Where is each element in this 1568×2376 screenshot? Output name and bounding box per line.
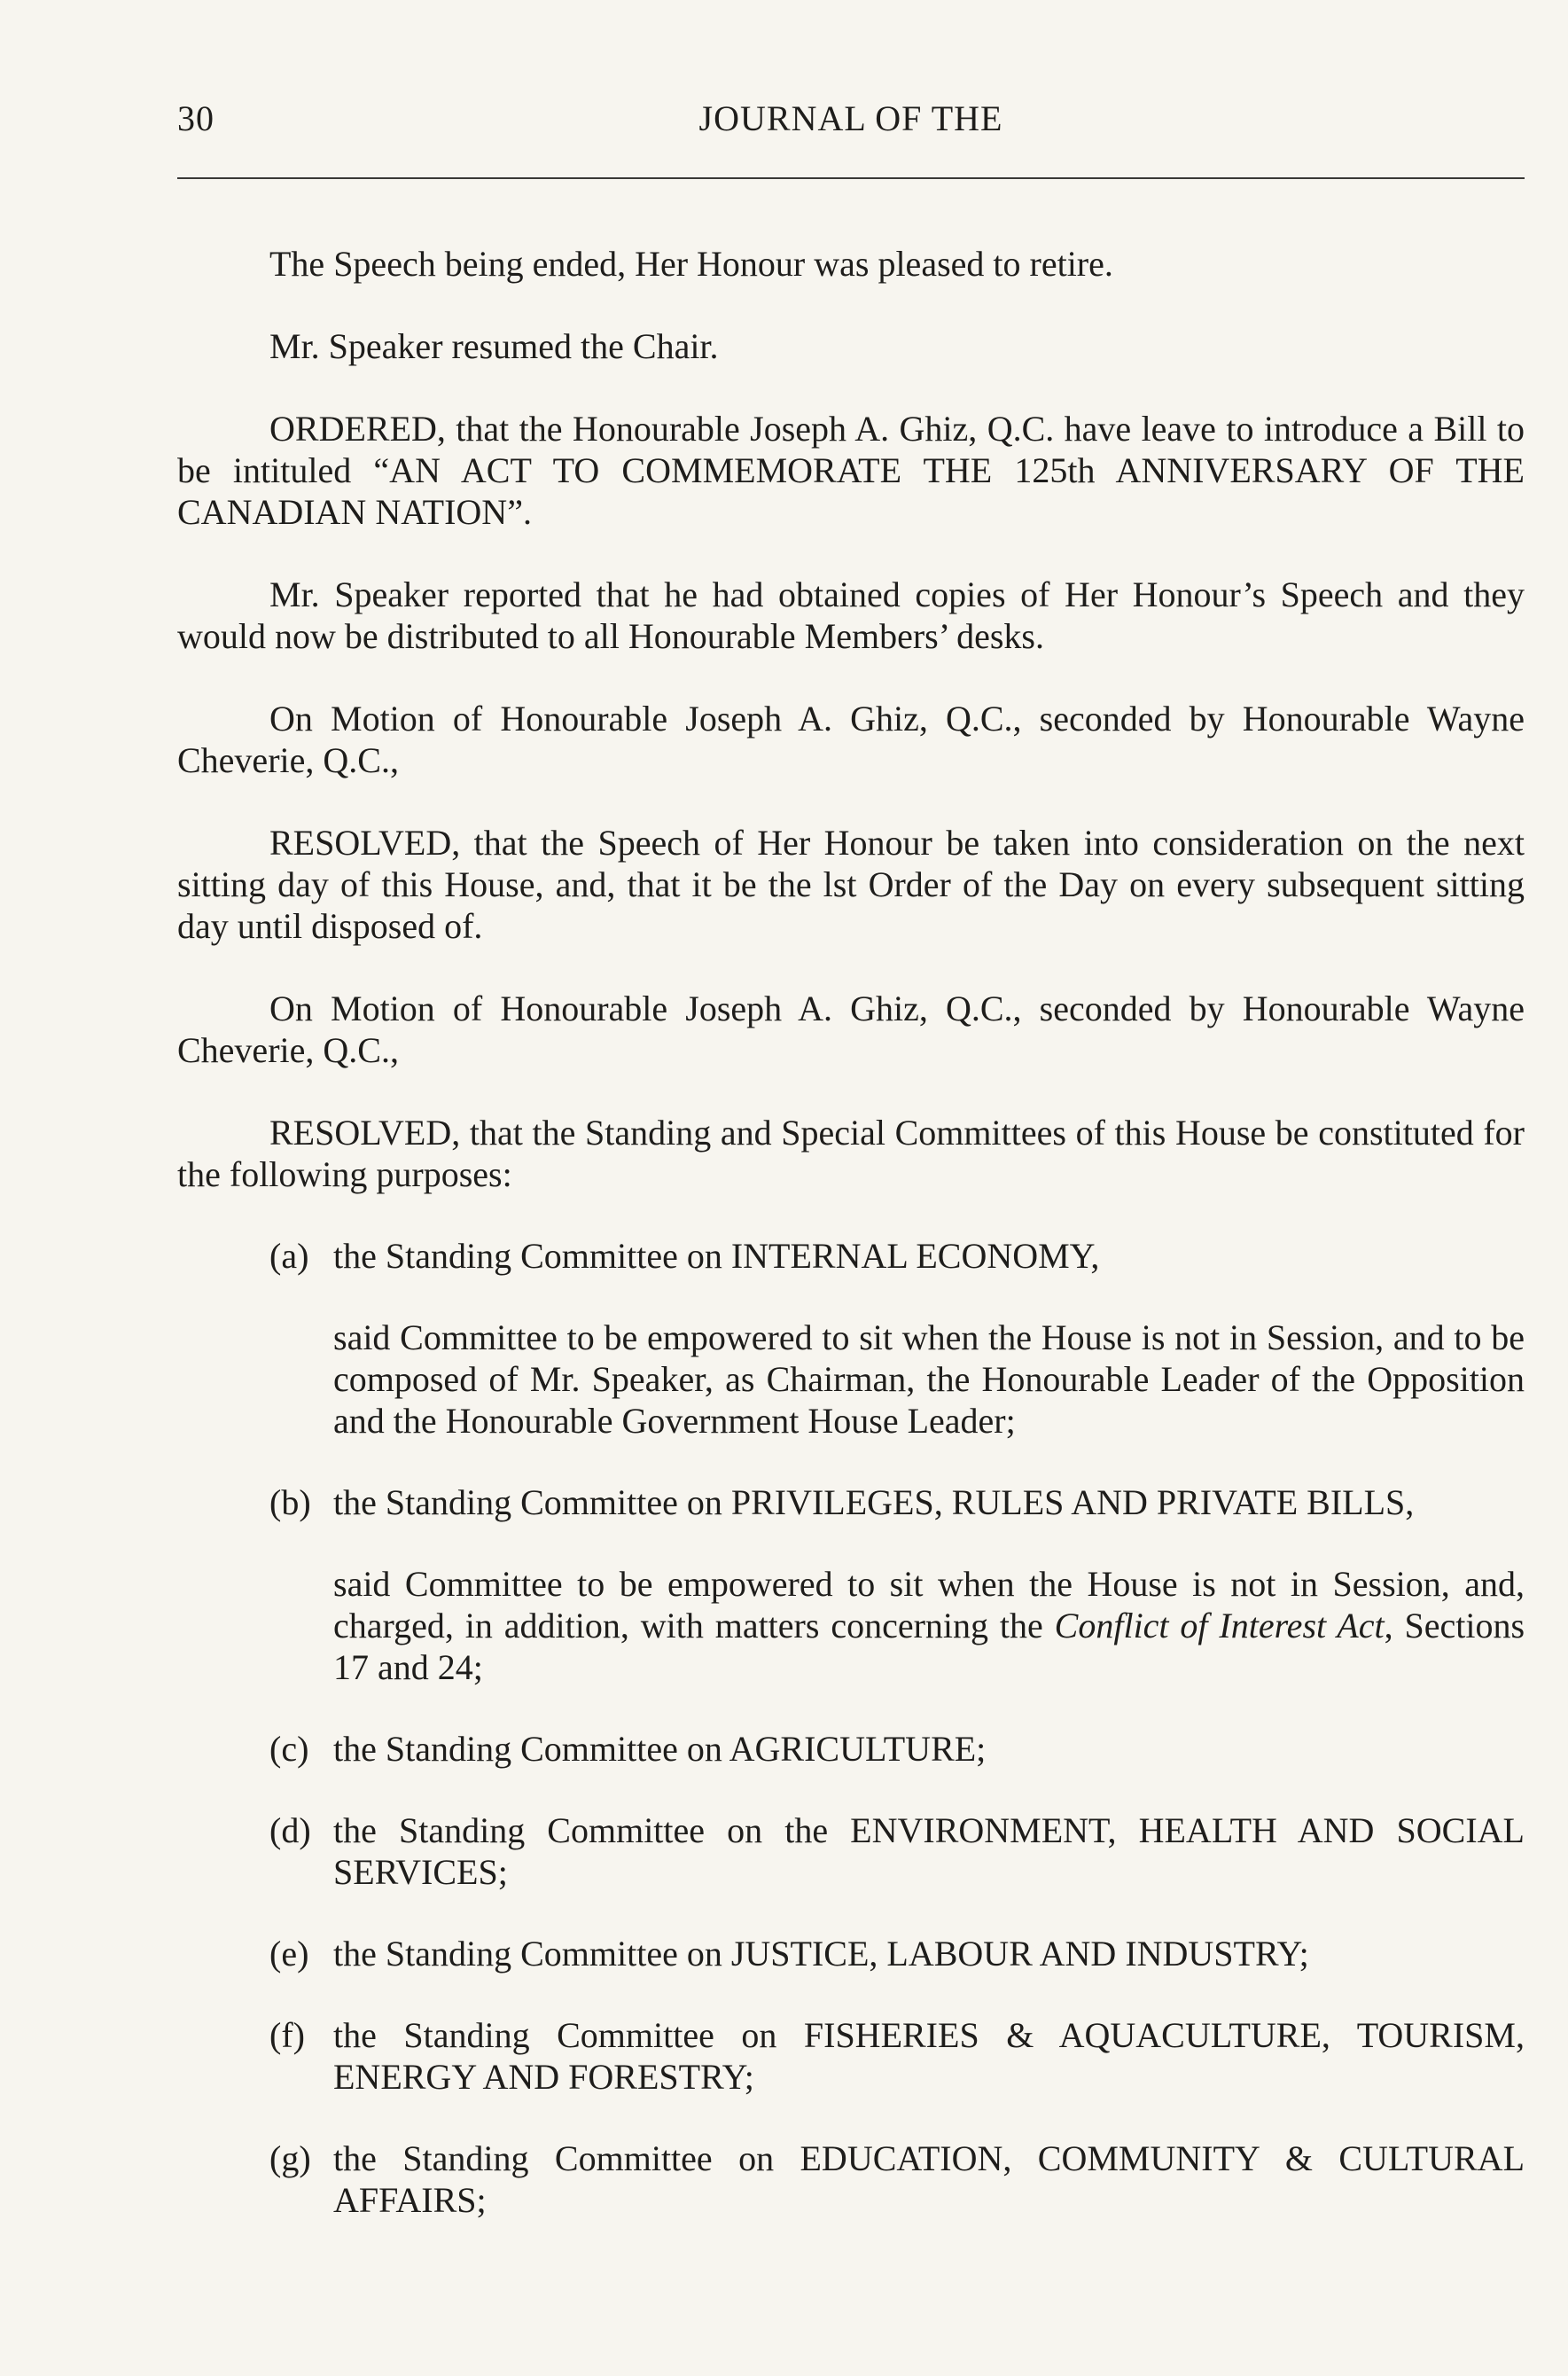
- paragraph-speaker-resumed: Mr. Speaker resumed the Chair.: [269, 326, 719, 366]
- paragraph-ordered: ORDERED, that the Honourable Joseph A. Ghiz, Q.C. have leave to introduce a Bill to be intituled “AN ACT TO COMMEMORATE THE 125th ANNIVERSARY OF THE CANADIAN NATION”.: [177, 409, 1525, 532]
- document-page: [177, 98, 1525, 2221]
- list-item-label: (d): [269, 1810, 311, 1850]
- list-item-b: [177, 1481, 1525, 1523]
- list-item-label: (e): [269, 1934, 309, 1973]
- paragraph-speech-ended: The Speech being ended, Her Honour was pleased to retire.: [269, 244, 1113, 284]
- list-item-f: [177, 2014, 1525, 2098]
- sub-paragraph-b: [177, 1563, 1525, 1688]
- paragraph-resolved-speech: RESOLVED, that the Speech of Her Honour be taken into consideration on the next sitting day of this House, and, that it be the lst Order of the Day on every subsequent sitting day until disposed of.: [177, 823, 1525, 946]
- act-title: Conflict of Interest Act: [1054, 1606, 1385, 1645]
- list-item-text: the Standing Committee on AGRICULTURE;: [333, 1729, 987, 1769]
- list-item-text: the Standing Committee on PRIVILEGES, RULES AND PRIVATE BILLS,: [333, 1482, 1415, 1522]
- sub-paragraph-a: said Committee to be empowered to sit when the House is not in Session, and to be composed of Mr. Speaker, as Chairman, the Honourable Leader of the Opposition and the Honourable Government House Leader;: [333, 1317, 1525, 1441]
- paragraph-motion-2: On Motion of Honourable Joseph A. Ghiz, Q.C., seconded by Honourable Wayne Cheverie, Q.C.,: [177, 989, 1525, 1070]
- list-item-text: the Standing Committee on FISHERIES & AQUACULTURE, TOURISM, ENERGY AND FORESTRY;: [333, 2015, 1525, 2097]
- header-rule: [177, 177, 1525, 179]
- list-item-text: the Standing Committee on INTERNAL ECONOMY,: [333, 1236, 1100, 1276]
- list-item-c: [177, 1728, 1525, 1770]
- running-head: JOURNAL OF THE: [698, 98, 1003, 138]
- list-item-a: [177, 1235, 1525, 1277]
- list-item-text: the Standing Committee on JUSTICE, LABOUR AND INDUSTRY;: [333, 1934, 1309, 1973]
- list-item-text: the Standing Committee on EDUCATION, COMMUNITY & CULTURAL AFFAIRS;: [333, 2138, 1525, 2220]
- list-item-label: (g): [269, 2138, 311, 2178]
- page-header: [177, 98, 1525, 151]
- list-item-label: (a): [269, 1236, 309, 1276]
- list-item-d: [177, 1809, 1525, 1893]
- list-item-label: (f): [269, 2015, 305, 2055]
- sub-paragraph-b-sections: , Sections 17 and 24;: [333, 1606, 1525, 1687]
- paragraph-speaker-reported: Mr. Speaker reported that he had obtained copies of Her Honour’s Speech and they would now be distributed to all Honourable Members’ desks.: [177, 574, 1525, 656]
- paragraph-resolved-committees: RESOLVED, that the Standing and Special Committees of this House be constituted for the following purposes:: [177, 1113, 1525, 1194]
- paragraph-motion-1: On Motion of Honourable Joseph A. Ghiz, Q.C., seconded by Honourable Wayne Cheverie, Q.C.,: [177, 699, 1525, 780]
- list-item-label: (b): [269, 1482, 311, 1522]
- list-item-e: [177, 1933, 1525, 1974]
- list-item-g: [177, 2138, 1525, 2221]
- list-item-label: (c): [269, 1729, 309, 1769]
- sub-paragraph-b-text: said Committee to be empowered to sit when the House is not in Session, and, charged, in addition, with matters concerning the: [333, 1564, 1525, 1645]
- document-body: [177, 243, 1525, 2221]
- page-number: 30: [177, 98, 215, 138]
- list-item-text: the Standing Committee on the ENVIRONMENT, HEALTH AND SOCIAL SERVICES;: [333, 1810, 1525, 1892]
